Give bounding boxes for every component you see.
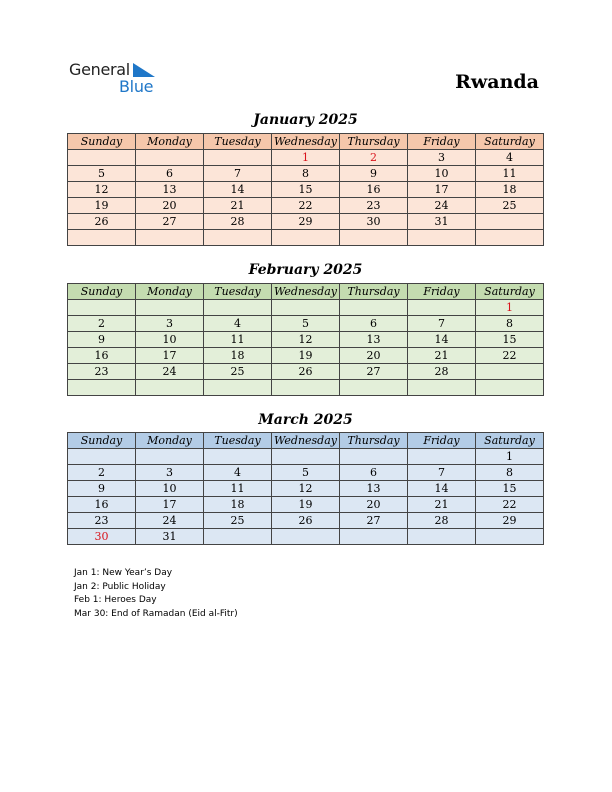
day-cell xyxy=(204,230,272,246)
day-cell: 27 xyxy=(340,513,408,529)
day-cell xyxy=(272,529,340,545)
day-cell xyxy=(204,150,272,166)
weekday-header: Monday xyxy=(136,433,204,449)
day-cell: 23 xyxy=(68,513,136,529)
day-cell: 13 xyxy=(340,481,408,497)
day-cell xyxy=(136,300,204,316)
day-cell: 10 xyxy=(136,481,204,497)
week-row xyxy=(68,332,544,348)
day-cell: 18 xyxy=(476,182,544,198)
day-cell: 26 xyxy=(68,214,136,230)
holiday-notes xyxy=(74,567,238,621)
weekday-header-row xyxy=(68,284,544,300)
day-cell: 17 xyxy=(408,182,476,198)
day-cell: 7 xyxy=(408,465,476,481)
holiday-note: Feb 1: Heroes Day xyxy=(74,595,157,605)
day-cell xyxy=(476,230,544,246)
day-cell: 16 xyxy=(68,348,136,364)
day-cell xyxy=(68,449,136,465)
week-row xyxy=(68,497,544,513)
weekday-header: Thursday xyxy=(340,134,408,150)
day-cell xyxy=(408,449,476,465)
day-cell xyxy=(340,230,408,246)
holiday-day-cell: 30 xyxy=(68,529,136,545)
day-cell xyxy=(340,529,408,545)
day-cell xyxy=(204,380,272,396)
day-cell: 4 xyxy=(204,316,272,332)
day-cell xyxy=(476,364,544,380)
day-cell: 12 xyxy=(272,481,340,497)
general-blue-logo xyxy=(69,60,169,96)
week-row xyxy=(68,198,544,214)
holiday-note: Jan 1: New Year’s Day xyxy=(74,568,173,578)
day-cell: 14 xyxy=(408,481,476,497)
day-cell xyxy=(340,380,408,396)
day-cell: 10 xyxy=(136,332,204,348)
day-cell: 25 xyxy=(204,513,272,529)
day-cell: 8 xyxy=(476,465,544,481)
week-row xyxy=(68,465,544,481)
holiday-note: Jan 2: Public Holiday xyxy=(74,581,166,592)
week-row xyxy=(68,348,544,364)
weekday-header: Saturday xyxy=(476,433,544,449)
day-cell: 29 xyxy=(272,214,340,230)
day-cell: 31 xyxy=(408,214,476,230)
day-cell: 23 xyxy=(340,198,408,214)
day-cell: 11 xyxy=(204,481,272,497)
day-cell: 30 xyxy=(340,214,408,230)
day-cell: 21 xyxy=(408,497,476,513)
weekday-header: Monday xyxy=(136,134,204,150)
country-title: Rwanda xyxy=(455,71,539,93)
day-cell: 17 xyxy=(136,497,204,513)
day-cell: 8 xyxy=(476,316,544,332)
day-cell xyxy=(204,300,272,316)
weekday-header: Wednesday xyxy=(272,433,340,449)
day-cell: 22 xyxy=(476,497,544,513)
day-cell: 12 xyxy=(68,182,136,198)
day-cell: 3 xyxy=(136,316,204,332)
day-cell: 26 xyxy=(272,513,340,529)
day-cell xyxy=(272,449,340,465)
day-cell xyxy=(476,214,544,230)
day-cell: 1 xyxy=(476,449,544,465)
day-cell: 22 xyxy=(476,348,544,364)
day-cell: 24 xyxy=(408,198,476,214)
day-cell: 28 xyxy=(204,214,272,230)
day-cell: 29 xyxy=(476,513,544,529)
day-cell: 15 xyxy=(476,332,544,348)
day-cell: 18 xyxy=(204,497,272,513)
day-cell xyxy=(272,380,340,396)
day-cell xyxy=(408,529,476,545)
day-cell: 19 xyxy=(68,198,136,214)
day-cell: 27 xyxy=(340,364,408,380)
week-row xyxy=(68,513,544,529)
day-cell: 20 xyxy=(340,497,408,513)
weekday-header: Tuesday xyxy=(204,284,272,300)
day-cell: 14 xyxy=(408,332,476,348)
day-cell: 28 xyxy=(408,513,476,529)
day-cell: 17 xyxy=(136,348,204,364)
weekday-header-row xyxy=(68,433,544,449)
day-cell: 21 xyxy=(408,348,476,364)
day-cell: 18 xyxy=(204,348,272,364)
weekday-header: Sunday xyxy=(68,284,136,300)
day-cell: 6 xyxy=(136,166,204,182)
week-row xyxy=(68,449,544,465)
weekday-header: Sunday xyxy=(68,433,136,449)
weekday-header: Friday xyxy=(408,134,476,150)
day-cell: 12 xyxy=(272,332,340,348)
logo-word-blue: Blue xyxy=(119,77,154,96)
week-row xyxy=(68,182,544,198)
weekday-header: Wednesday xyxy=(272,284,340,300)
day-cell: 7 xyxy=(408,316,476,332)
day-cell: 4 xyxy=(204,465,272,481)
holiday-day-cell: 1 xyxy=(272,150,340,166)
day-cell xyxy=(68,380,136,396)
day-cell xyxy=(272,230,340,246)
day-cell: 20 xyxy=(136,198,204,214)
weekday-header: Thursday xyxy=(340,433,408,449)
day-cell: 6 xyxy=(340,316,408,332)
week-row xyxy=(68,316,544,332)
weekday-header-row xyxy=(68,134,544,150)
weekday-header: Thursday xyxy=(340,284,408,300)
day-cell: 11 xyxy=(204,332,272,348)
holiday-note: Mar 30: End of Ramadan (Eid al-Fitr) xyxy=(74,608,238,619)
day-cell xyxy=(136,449,204,465)
week-row xyxy=(68,150,544,166)
day-cell: 26 xyxy=(272,364,340,380)
day-cell: 25 xyxy=(476,198,544,214)
day-cell: 24 xyxy=(136,513,204,529)
week-row xyxy=(68,380,544,396)
day-cell: 2 xyxy=(68,465,136,481)
day-cell xyxy=(272,300,340,316)
day-cell: 9 xyxy=(68,481,136,497)
weekday-header: Tuesday xyxy=(204,134,272,150)
day-cell: 10 xyxy=(408,166,476,182)
calendar-body xyxy=(68,300,544,396)
day-cell xyxy=(408,300,476,316)
calendar-january xyxy=(67,133,544,246)
day-cell: 5 xyxy=(272,465,340,481)
day-cell xyxy=(476,529,544,545)
calendar-march xyxy=(67,432,544,545)
holiday-day-cell: 1 xyxy=(476,300,544,316)
week-row xyxy=(68,529,544,545)
weekday-header: Wednesday xyxy=(272,134,340,150)
calendar-body xyxy=(68,150,544,246)
day-cell: 20 xyxy=(340,348,408,364)
day-cell: 13 xyxy=(136,182,204,198)
day-cell: 3 xyxy=(136,465,204,481)
week-row xyxy=(68,230,544,246)
weekday-header: Sunday xyxy=(68,134,136,150)
day-cell xyxy=(204,529,272,545)
logo-word-general: General xyxy=(69,60,130,79)
day-cell xyxy=(136,380,204,396)
day-cell: 5 xyxy=(68,166,136,182)
day-cell: 9 xyxy=(340,166,408,182)
week-row xyxy=(68,481,544,497)
day-cell: 13 xyxy=(340,332,408,348)
day-cell xyxy=(136,230,204,246)
day-cell: 7 xyxy=(204,166,272,182)
calendar-body xyxy=(68,449,544,545)
day-cell: 6 xyxy=(340,465,408,481)
day-cell: 14 xyxy=(204,182,272,198)
week-row xyxy=(68,300,544,316)
day-cell: 15 xyxy=(272,182,340,198)
day-cell: 21 xyxy=(204,198,272,214)
day-cell: 9 xyxy=(68,332,136,348)
weekday-header: Friday xyxy=(408,284,476,300)
day-cell: 27 xyxy=(136,214,204,230)
week-row xyxy=(68,364,544,380)
day-cell xyxy=(476,380,544,396)
calendar-february xyxy=(67,283,544,396)
week-row xyxy=(68,166,544,182)
week-row xyxy=(68,214,544,230)
day-cell: 31 xyxy=(136,529,204,545)
day-cell xyxy=(68,230,136,246)
day-cell xyxy=(68,150,136,166)
day-cell: 3 xyxy=(408,150,476,166)
day-cell: 19 xyxy=(272,497,340,513)
month-title-march: March 2025 xyxy=(258,412,353,428)
day-cell xyxy=(204,449,272,465)
day-cell: 15 xyxy=(476,481,544,497)
day-cell: 16 xyxy=(340,182,408,198)
day-cell: 25 xyxy=(204,364,272,380)
day-cell xyxy=(68,300,136,316)
day-cell: 8 xyxy=(272,166,340,182)
day-cell: 5 xyxy=(272,316,340,332)
weekday-header: Monday xyxy=(136,284,204,300)
day-cell: 11 xyxy=(476,166,544,182)
day-cell: 28 xyxy=(408,364,476,380)
day-cell: 2 xyxy=(68,316,136,332)
day-cell: 24 xyxy=(136,364,204,380)
day-cell: 4 xyxy=(476,150,544,166)
day-cell: 16 xyxy=(68,497,136,513)
day-cell: 23 xyxy=(68,364,136,380)
day-cell xyxy=(408,380,476,396)
logo-triangle-icon xyxy=(133,63,155,77)
weekday-header: Saturday xyxy=(476,134,544,150)
day-cell xyxy=(340,300,408,316)
day-cell xyxy=(136,150,204,166)
month-title-february: February 2025 xyxy=(248,262,363,278)
month-title-january: January 2025 xyxy=(253,112,358,128)
weekday-header: Saturday xyxy=(476,284,544,300)
weekday-header: Friday xyxy=(408,433,476,449)
weekday-header: Tuesday xyxy=(204,433,272,449)
day-cell xyxy=(340,449,408,465)
holiday-day-cell: 2 xyxy=(340,150,408,166)
day-cell: 22 xyxy=(272,198,340,214)
day-cell xyxy=(408,230,476,246)
day-cell: 19 xyxy=(272,348,340,364)
